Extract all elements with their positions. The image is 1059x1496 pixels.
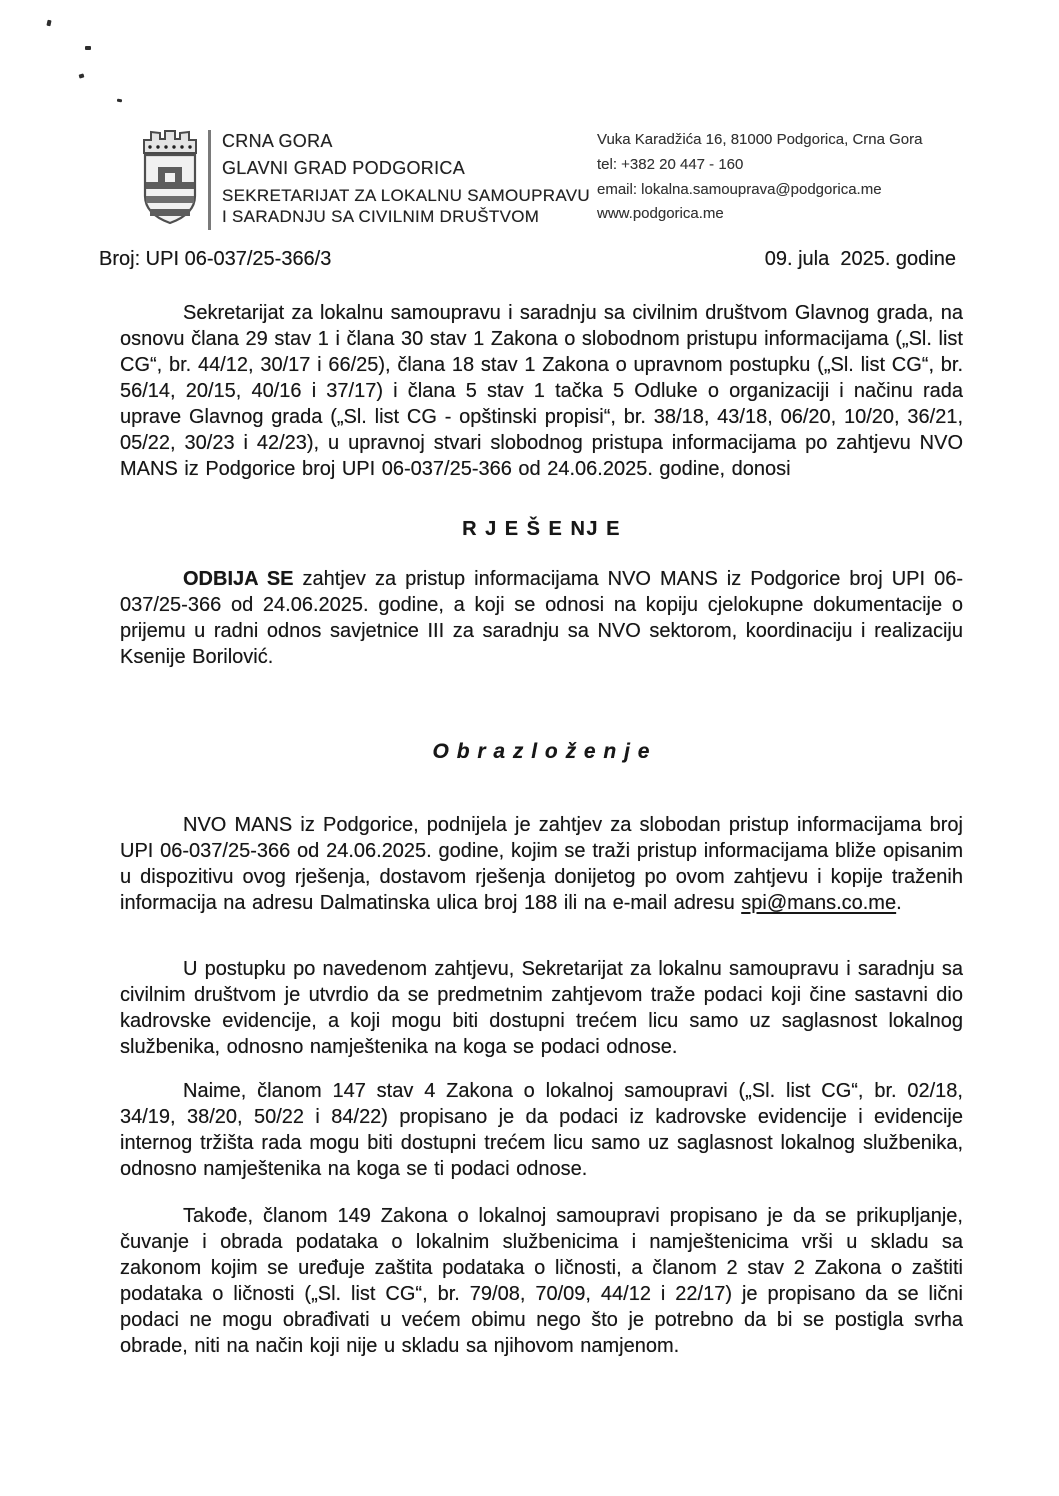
- scan-speck: [85, 46, 91, 50]
- case-number: Broj: UPI 06-037/25-366/3: [99, 248, 332, 270]
- podgorica-coat-of-arms-icon: [138, 126, 202, 229]
- contact-email: email: lokalna.samouprava@podgorica.me: [597, 181, 882, 198]
- org-name-country: CRNA GORA: [222, 131, 333, 151]
- org-name-secretariat: SEKRETARIJAT ZA LOKALNU SAMOUPRAVU: [222, 186, 590, 205]
- decision-text: zahtjev za pristup informacijama NVO MANS iz Podgorice broj UPI 06-037/25-366 od 24.06.2025. godine, a koji se odnosi na kopiju cjelokupne dokumentacije o prijemu u radni odnos savjetnice III za saradnju sa NVO sektorom, koordinaciju i realizaciju Ksenije Borilović.: [120, 568, 963, 668]
- reference-row: [99, 248, 956, 271]
- contact-website: www.podgorica.me: [597, 205, 724, 222]
- letterhead-divider: [208, 130, 211, 230]
- request-paragraph: [120, 812, 963, 916]
- requester-email: spi@mans.co.me: [741, 892, 897, 914]
- scan-speck: [46, 20, 51, 27]
- request-text-end: .: [896, 892, 902, 914]
- scan-speck: [117, 99, 122, 103]
- contact-phone: tel: +382 20 447 - 160: [597, 156, 744, 173]
- document-date: 09. jula 2025. godine: [764, 248, 956, 270]
- intro-paragraph: Sekretarijat za lokalnu samoupravu i saradnju sa civilnim društvom Glavnog grada, na osnovu člana 29 stav 1 i člana 30 stav 1 Zakona o slobodnom pristupu informacijama („Sl. list CG“, br. 44/12, 30/17 i 66/25), člana 18 stav 1 Zakona o upravnom postupku („Sl. list CG“, br. 56/14, 20/15, 40/16 i 37/17) i člana 5 stav 1 tačka 5 Odluke o organizaciji i načinu rada uprave Glavnog grada („Sl. list CG - opštinski propisi“, br. 38/18, 43/18, 06/20, 10/20, 36/21, 05/22, 30/23 i 42/23), u upravnoj stvari slobodnog pristupa informacijama po zahtjevu NVO MANS iz Podgorice broj UPI 06-037/25-366 od 24.06.2025. godine, donosi: [120, 302, 963, 480]
- decision-paragraph: [120, 566, 963, 670]
- procedure-paragraph: U postupku po navedenom zahtjevu, Sekretarijat za lokalnu samoupravu i saradnju sa civilnim društvom je utvrdio da se predmetnim zahtjevom traže podaci koji čine sastavni dio kadrovske evidencije, a koji mogu biti dostupni trećem licu samo uz saglasnost lokalnog službenika, odnosno namještenika na koga se podaci odnose.: [120, 958, 963, 1058]
- law149-paragraph: Takođe, članom 149 Zakona o lokalnoj samoupravi propisano je da se prikupljanje, čuvanje i obrada podataka o lokalnim službenicima i namještenicima vrši u skladu sa zakonom kojim se uređuje zaštita podataka o ličnosti, a članom 2 stav 2 Zakona o zaštiti podataka o ličnosti („Sl. list CG“, br. 79/08, 70/09, 44/12 i 22/17) je propisano da se lični podaci ne mogu obrađivati u većem obimu nego što je potrebno da bi se postigla svrha obrade, niti na način koji nije u skladu sa njihovom namjenom.: [120, 1205, 963, 1357]
- explanation-heading: O b r a z l o ž e n j e: [432, 740, 651, 763]
- scan-speck: [79, 73, 85, 78]
- request-text: NVO MANS iz Podgorice, podnijela je zahtjev za slobodan pristup informacijama broj UPI 06-037/25-366 od 24.06.2025. godine, kojim se traži pristup informacijama bliže opisanim u dispozitivu ovog rješenja, dostavom rješenja donijetog po ovom zahtjevu i kopije traženih informacija na adresu Dalmatinska ulica broj 188 ili na e-mail adresu: [120, 814, 963, 914]
- contact-address: Vuka Karadžića 16, 81000 Podgorica, Crna Gora: [597, 131, 923, 148]
- law147-paragraph: Naime, članom 147 stav 4 Zakona o lokalnoj samoupravi („Sl. list CG“, br. 02/18, 34/19, 38/20, 50/22 i 84/22) propisano je da podaci iz kadrovske evidencije i evidencije internog tržišta rada mogu biti dostupni trećem licu samo uz saglasnost lokalnog službenika, odnosno namještenika na koga se ti podaci odnose.: [120, 1080, 963, 1180]
- decision-lead: ODBIJA SE: [183, 568, 294, 590]
- org-name-secretariat-2: I SARADNJU SA CIVILNIM DRUŠTVOM: [222, 207, 540, 226]
- org-name-city: GLAVNI GRAD PODGORICA: [222, 158, 466, 178]
- decision-heading: R J E Š E NJ E: [462, 518, 621, 540]
